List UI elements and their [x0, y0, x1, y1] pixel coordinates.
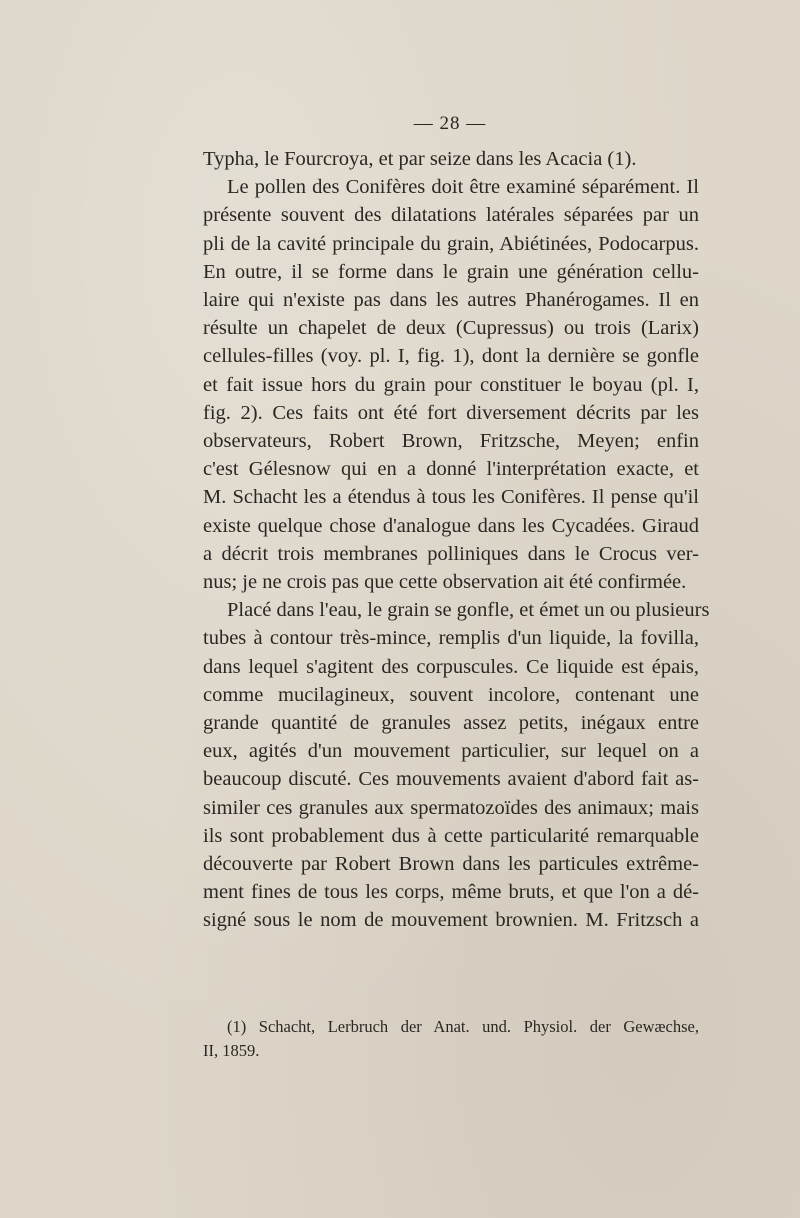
text-line: signé sous le nom de mouvement brownien. M. Fritzsch a: [203, 909, 699, 932]
text-line: comme mucilagineux, souvent incolore, contenant une: [203, 683, 699, 706]
text-line: et fait issue hors du grain pour constituer le boyau (pl. I,: [203, 373, 699, 396]
paragraph-2: [203, 173, 699, 596]
text-line: similer ces granules aux spermatozoïdes des animaux; mais: [203, 796, 699, 819]
paragraph-1: [203, 145, 699, 173]
text-line: fig. 2). Ces faits ont été fort diversement décrits par les: [203, 401, 699, 424]
text-line: laire qui n'existe pas dans les autres Phanérogames. Il en: [203, 289, 699, 312]
text-line: pli de la cavité principale du grain, Abiétinées, Podocarpus.: [203, 232, 699, 255]
text-line: découverte par Robert Brown dans les particules extrême-: [203, 853, 699, 876]
text-line: c'est Gélesnow qui en a donné l'interprétation exacte, et: [203, 458, 699, 481]
text-line: Placé dans l'eau, le grain se gonfle, et émet un ou plusieurs: [227, 599, 710, 622]
text-line: observateurs, Robert Brown, Fritzsche, Meyen; enfin: [203, 430, 699, 453]
text-line: tubes à contour très-mince, remplis d'un liquide, la fovilla,: [203, 627, 699, 650]
body-text: [203, 145, 710, 935]
text-line: Typha, le Fourcroya, et par seize dans les Acacia (1).: [203, 148, 637, 170]
text-line: nus; je ne crois pas que cette observation ait été confirmée.: [203, 571, 687, 594]
text-line: résulte un chapelet de deux (Cupressus) ou trois (Larix): [203, 317, 699, 340]
footnote: [203, 1015, 699, 1063]
text-line: ment fines de tous les corps, même bruts, et que l'on a dé-: [203, 881, 699, 904]
text-line: cellules-filles (voy. pl. I, fig. 1), dont la dernière se gonfle: [203, 345, 699, 368]
text-line: eux, agités d'un mouvement particulier, sur lequel on a: [203, 740, 699, 763]
text-line: En outre, il se forme dans le grain une génération cellu-: [203, 260, 699, 283]
text-line: Le pollen des Conifères doit être examiné séparément. Il: [227, 176, 699, 199]
page-number: — 28 —: [413, 113, 487, 134]
text-line: a décrit trois membranes polliniques dans le Crocus ver-: [203, 542, 699, 565]
paragraph-3: [203, 596, 710, 934]
text-line: dans lequel s'agitent des corpuscules. Ce liquide est épais,: [203, 655, 699, 678]
footnote-line: (1) Schacht, Lerbruch der Anat. und. Physiol. der Gewæchse,: [227, 1017, 699, 1036]
footnote-line: II, 1859.: [203, 1041, 260, 1060]
text-line: présente souvent des dilatations latérales séparées par un: [203, 204, 699, 227]
text-line: grande quantité de granules assez petits, inégaux entre: [203, 712, 699, 735]
text-line: ils sont probablement dus à cette particularité remarquable: [203, 824, 699, 847]
text-line: M. Schacht les a étendus à tous les Conifères. Il pense qu'il: [203, 486, 699, 509]
text-line: beaucoup discuté. Ces mouvements avaient d'abord fait as-: [203, 768, 699, 791]
text-line: existe quelque chose d'analogue dans les Cycadées. Giraud: [203, 514, 699, 537]
